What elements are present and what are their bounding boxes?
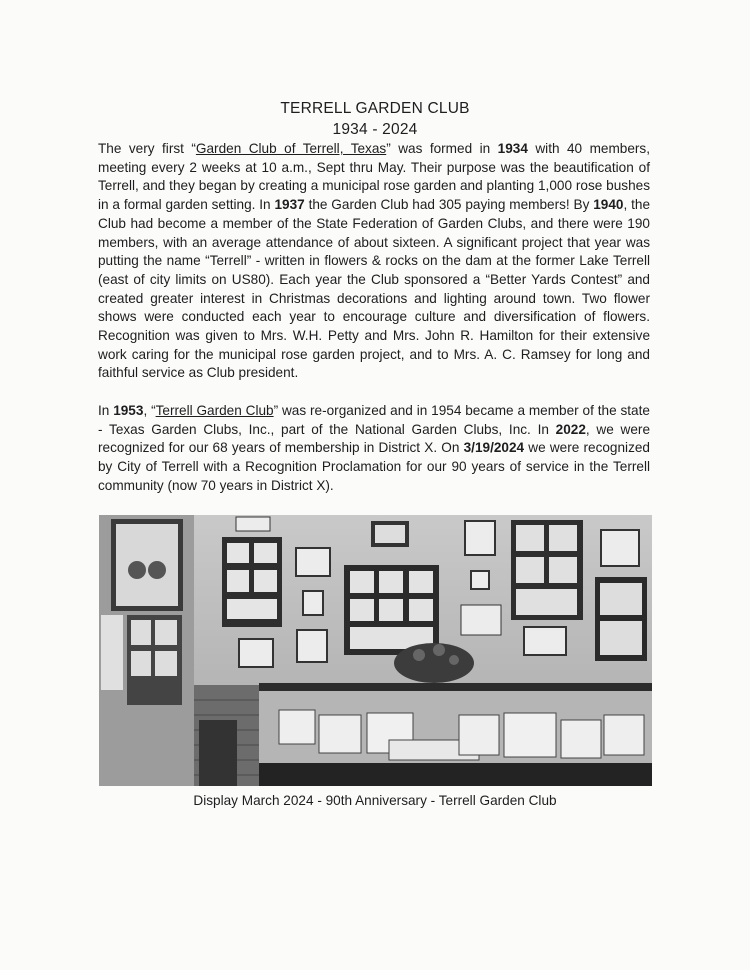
history-paragraph-1: The very first “Garden Club of Terrell, Texas” was formed in 1934 with 40 members, meeting every 2 weeks at 10 a.m., Sept thru May. Their purpose was the beautification of Terrell, and they began by creating a municipal rose garden and planting 1,000 rose bushes in a formal garden setting. In 1937 the Garden Club had 305 paying members! By 1940, the Club had become a member of the State Federation of Garden Clubs, and there were 190 members, with an average attendance of about sixteen. A significant project that year was putting the name “Terrell” - written in flowers & rocks on the dam at the former Lake Terrell (east of city limits on US80). Each year the Club sponsored a “Better Yards Contest” and created greater interest in Christmas decorations and lighting around town. Two flower shows were conducted each year to encourage culture and diversification of flowers. Recognition was given to Mrs. W.H. Petty and Mrs. John R. Hamilton for their extensive work caring for the municipal rose garden project, and to Mrs. A. C. Ramsey for long and faithful service as Club president. bbox=[98, 141, 651, 381]
page-subtitle: 1934 - 2024 bbox=[332, 121, 418, 138]
history-paragraph-2: In 1953, “Terrell Garden Club” was re-organized and in 1954 became a member of the state - Texas Garden Clubs, Inc., part of the National Garden Clubs, Inc. In 2022, we were recognized for our 68 years of membership in District X. On 3/19/2024 we were recognized by City of Terrell with a Recognition Proclamation for our 90 years of service in the Terrell community (now 70 years in District X). bbox=[98, 403, 651, 493]
photo-caption: Display March 2024 - 90th Anniversary - Terrell Garden Club bbox=[193, 793, 557, 808]
page-title: TERRELL GARDEN CLUB bbox=[280, 100, 470, 117]
club-name-link: Garden Club of Terrell, Texas bbox=[195, 141, 387, 156]
club-name-link-2: Terrell Garden Club bbox=[155, 403, 274, 418]
display-photo bbox=[99, 515, 652, 786]
